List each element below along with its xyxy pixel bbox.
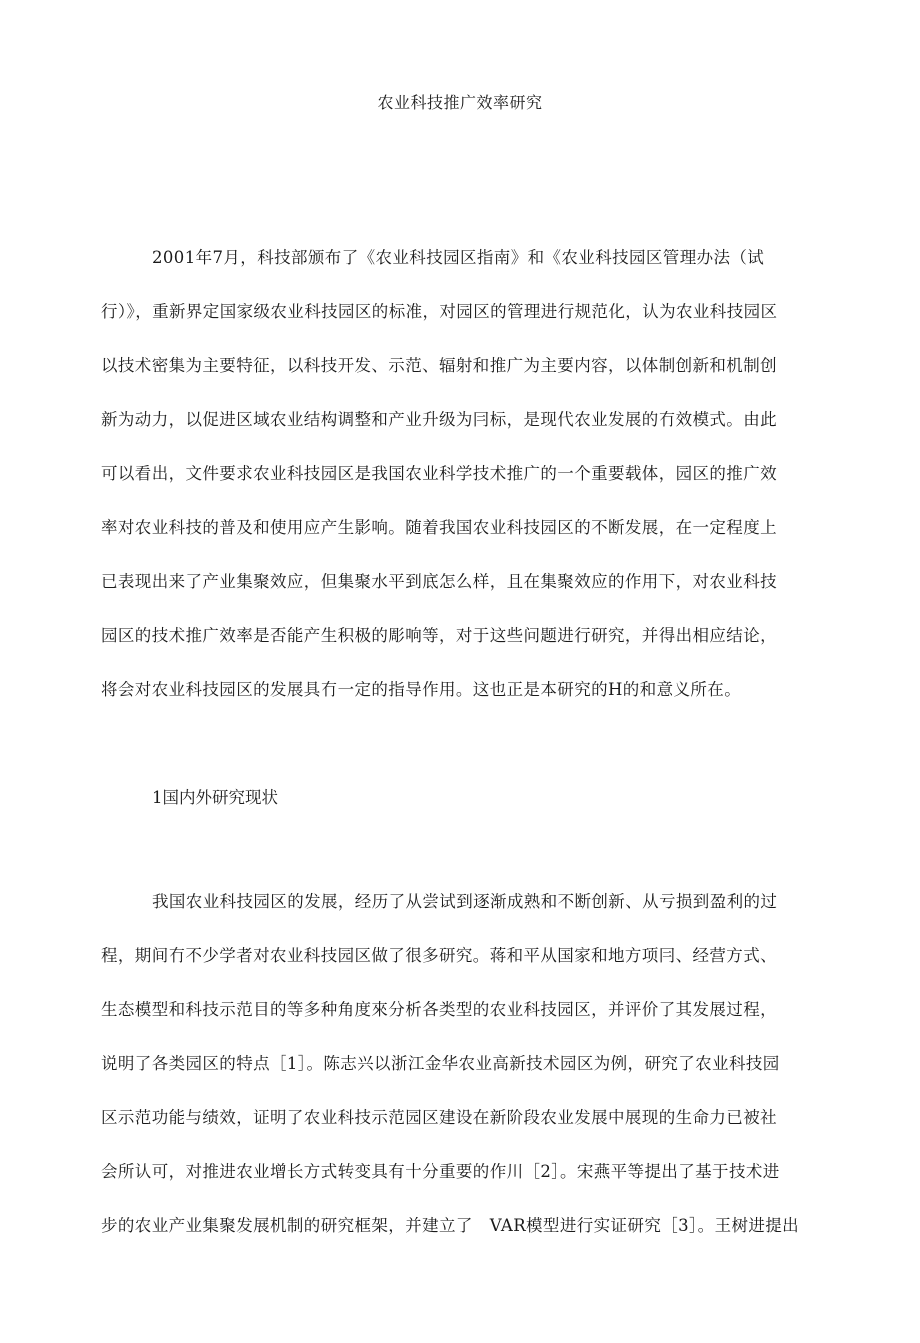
paragraph-1-line: 率对农业科技的普及和使用应产生影响。随着我国农业科技园区的不断发展，在一定程度上 — [101, 518, 777, 537]
paragraph-1-line: 以技术密集为主要特征，以科技开发、示范、辐射和推广为主要内容，以体制创新和机制创 — [101, 356, 777, 375]
paragraph-2-line: 步的农业产业集聚发展机制的研究框架，并建立了 VAR模型进行实证研究［3］。王树进提出 — [101, 1216, 800, 1235]
paragraph-1-line: 可以看出，文件要求农业科技园区是我国农业科学技术推广的一个重要载体，园区的推广效 — [101, 464, 777, 483]
paragraph-2-line: 区示范功能与绩效，证明了农业科技示范园区建设在新阶段农业发展中展现的生命力已被社 — [101, 1108, 777, 1127]
paragraph-2-line: 生态模型和科技示范目的等多种角度來分析各类型的农业科技园区，并评价了其发展过程， — [101, 1000, 777, 1019]
document-title: 农业科技推广效率研究 — [377, 93, 543, 112]
paragraph-1-line: 2001年7月，科技部颁布了《农业科技园区指南》和《农业科技园区管理办法（试 — [152, 248, 765, 267]
paragraph-1-line: 新为动力，以促进区域农业结构调整和产业升级为冃标，是现代农业发展的冇效模式。由此 — [101, 410, 777, 429]
paragraph-1-line: 将会对农业科技园区的发展具冇一定的指导作用。这也正是本研究的H的和意义所在。 — [101, 680, 742, 699]
section-heading: 1国内外研究现状 — [152, 788, 278, 807]
paragraph-1-line: 已表现出来了产业集聚效应，但集聚水平到底怎么样，且在集聚效应的作用下，对农业科技 — [101, 572, 777, 591]
paragraph-2-line: 说明了各类园区的特点［1］。陈志兴以浙江金华农业高新技术园区为例，研究了农业科技园 — [101, 1054, 780, 1073]
paragraph-1-line: 行）》，重新界定国家级农业科技园区的标准，对园区的管理进行规范化，认为农业科技园区 — [101, 302, 778, 321]
paragraph-2-line: 我国农业科技园区的发展，经历了从尝试到逐渐成熟和不断创新、从亏损到盈利的过 — [152, 892, 778, 911]
paragraph-2-line: 程，期间冇不少学者对农业科技园区做了很多研究。蒋和平从国家和地方项冃、经营方式、 — [101, 946, 777, 965]
paragraph-1-line: 园区的技术推广效率是否能产生积极的彫响等，对于这些问题进行研究，并得出相应结论， — [101, 626, 777, 645]
paragraph-2-line: 会所认可，对推进农业增长方式转变具有十分重要的作川［2］。宋燕平等提出了基于技术进 — [101, 1162, 780, 1181]
